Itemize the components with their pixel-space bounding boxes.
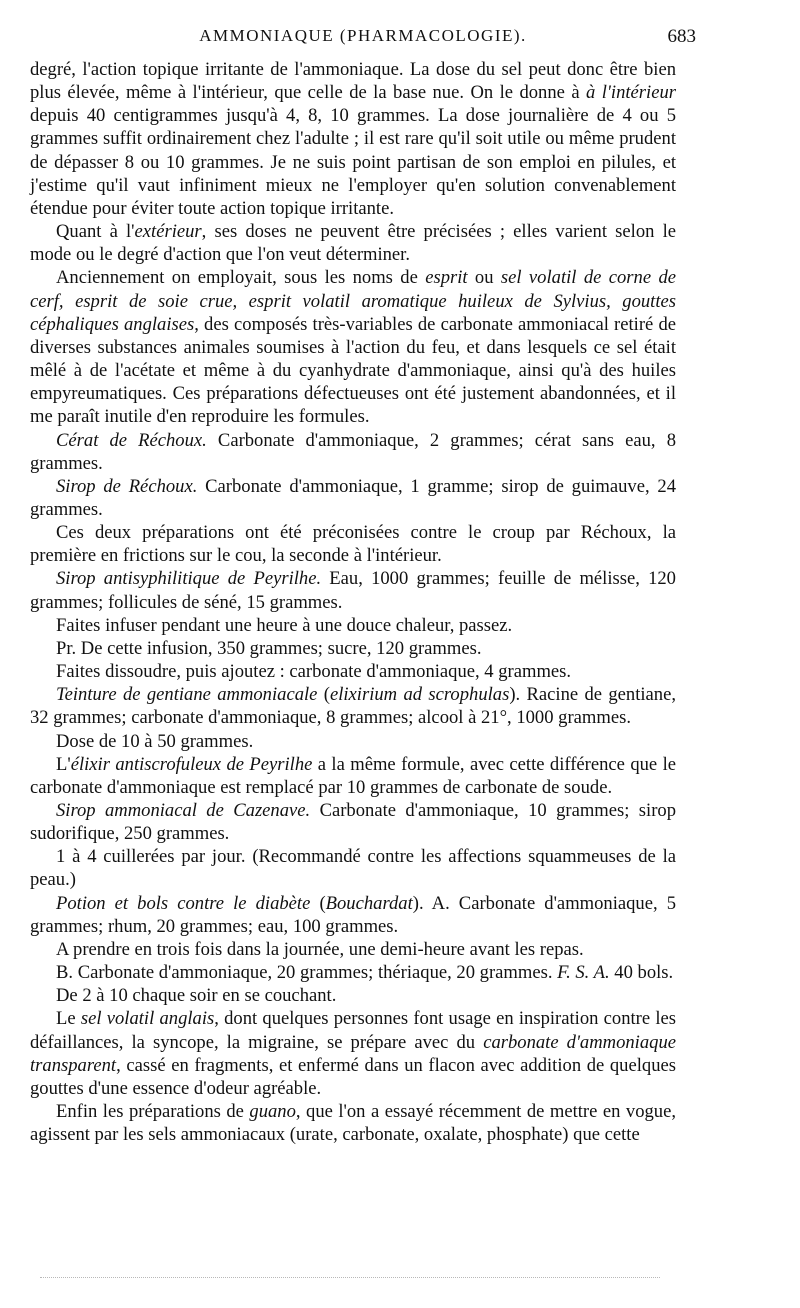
text-run: depuis 40 centigrammes jusqu'à 4, 8, 10 grammes. La dose journalière de 4 ou 5 grammes suffit ordinairement chez l'adulte ; il est rare qu'il soit utile ou même prudent de dépasser 8 ou 10 grammes. Je ne suis point partisan de son emploi en pilules, et j'estime qu'il vaut infiniment mieux ne l'employer qu'en solution convenablement étendue pour éviter toute action topique irritante. xyxy=(30,105,676,219)
text-run: Anciennement on employait, sous les noms de xyxy=(56,267,426,289)
text-run: Faites dissoudre, puis ajoutez : carbonate d'ammoniaque, 4 grammes. xyxy=(56,661,572,683)
italic-text: Potion et bols contre le diabète xyxy=(56,892,311,914)
text-run: 40 bols. xyxy=(609,962,674,984)
text-run: , dont quelques personnes font usage en inspiration contre les défaillances, la syncope, la migraine, se prépare avec du xyxy=(30,1008,676,1053)
text-run: Le xyxy=(56,1008,81,1030)
running-title: AMMONIAQUE (PHARMACOLOGIE). xyxy=(199,26,527,45)
paragraph-p12 xyxy=(30,730,676,753)
text-run: ( xyxy=(310,892,326,914)
text-run: , cassé en fragments, et enfermé dans un flacon avec addition de quelques gouttes d'une essence d'odeur agréable. xyxy=(30,1054,676,1099)
paragraph-p07 xyxy=(30,567,676,613)
text-run: , des composés très-variables de carbonate ammoniacal retiré de diverses substances animales soumises à l'action du feu, et dans lesquels ce sel était mêlé à de l'acétate et même à du cyanhydrate d'ammoniaque, ainsi qu'à des huiles empyreumatiques. Ces préparations défectueuses ont été justement abandonnées, et il me paraît inutile d'en reproduire les formules. xyxy=(30,313,677,428)
italic-text: guano xyxy=(249,1101,296,1123)
italic-text: extérieur xyxy=(134,221,202,243)
paragraph-p11 xyxy=(30,683,676,729)
text-run: De 2 à 10 chaque soir en se couchant. xyxy=(56,985,337,1007)
paragraph-p08 xyxy=(30,614,676,637)
text-run: L' xyxy=(56,753,71,775)
paragraph-p05 xyxy=(30,475,676,521)
text-run: ). A. Carbonate d'ammoniaque, 5 grammes; rhum, 20 grammes; eau, 100 grammes. xyxy=(30,892,676,937)
paragraph-p06 xyxy=(30,521,676,567)
text-run: a la même formule, avec cette différence que le carbonate d'ammoniaque est remplacé par 10 grammes de carbonate de soude. xyxy=(30,753,676,798)
text-run: Eau, 1000 grammes; feuille de mélisse, 120 grammes; follicules de séné, 15 grammes. xyxy=(30,568,676,613)
text-run: Ces deux préparations ont été préconisées contre le croup par Réchoux, la première en frictions sur le cou, la seconde à l'intérieur. xyxy=(30,522,676,567)
text-run: Carbonate d'ammoniaque, 10 grammes; sirop sudorifique, 250 grammes. xyxy=(30,800,676,845)
paragraph-p03 xyxy=(30,266,676,428)
paragraph-p09 xyxy=(30,637,676,660)
italic-text: Teinture de gentiane ammoniacale xyxy=(56,684,318,706)
paragraph-p21 xyxy=(30,1100,676,1146)
italic-text: sel volatil de corne de cerf, esprit de soie crue, esprit volatil aromatique huileux de Sylvius, gouttes céphaliques anglaises xyxy=(30,267,676,335)
paragraph-p10 xyxy=(30,660,676,683)
text-run: Pr. De cette infusion, 350 grammes; sucre, 120 grammes. xyxy=(56,637,482,659)
paragraph-p01 xyxy=(30,58,676,220)
paragraph-p19 xyxy=(30,984,676,1007)
text-run: , que l'on a essayé récemment de mettre en vogue, agissent par les sels ammoniacaux (urate, carbonate, oxalate, phosphate) que cette xyxy=(30,1101,676,1146)
text-run: Faites infuser pendant une heure à une douce chaleur, passez. xyxy=(56,614,513,636)
text-run: B. Carbonate d'ammoniaque, 20 grammes; thériaque, 20 grammes. xyxy=(56,962,558,984)
text-run: Dose de 10 à 50 grammes. xyxy=(56,730,254,752)
text-run: Enfin les préparations de xyxy=(56,1101,250,1123)
italic-text: Cérat de Réchoux. xyxy=(56,429,207,451)
text-run: Carbonate d'ammoniaque, 2 grammes; cérat sans eau, 8 grammes. xyxy=(30,429,676,474)
italic-text: Sirop ammoniacal de Cazenave. xyxy=(56,800,311,821)
footer-line xyxy=(40,1277,660,1278)
italic-text: esprit xyxy=(425,267,468,289)
paragraph-p14 xyxy=(30,799,676,845)
text-run: ou xyxy=(467,267,501,289)
text-run: Carbonate d'ammoniaque, 1 gramme; sirop de guimauve, 24 grammes. xyxy=(30,475,676,520)
text-run: ). Racine de gentiane, 32 grammes; carbonate d'ammoniaque, 8 grammes; alcool à 21°, 1000 grammes. xyxy=(30,684,676,729)
text-run: ( xyxy=(317,684,330,706)
text-run: degré, l'action topique irritante de l'ammoniaque. La dose du sel peut donc être bien plus élevée, même à l'intérieur, que celle de la base nue. On le donne à xyxy=(30,59,676,104)
paragraph-p15 xyxy=(30,845,676,891)
italic-text: Sirop antisyphilitique de Peyrilhe. xyxy=(56,568,322,590)
paragraph-p02 xyxy=(30,220,676,266)
italic-text: carbonate d'ammoniaque transparent xyxy=(30,1031,676,1076)
italic-text: élixir antiscrofuleux de Peyrilhe xyxy=(70,753,313,775)
running-header xyxy=(30,26,696,52)
text-run: Quant à l' xyxy=(56,221,135,243)
italic-text: sel volatil anglais xyxy=(80,1008,215,1030)
italic-text: elixirium ad scrophulas xyxy=(329,684,510,706)
paragraph-p16 xyxy=(30,892,676,938)
page-number: 683 xyxy=(667,26,696,47)
text-run: 1 à 4 cuillerées par jour. (Recommandé contre les affections squammeuses de la peau.) xyxy=(30,846,676,891)
text-run: , ses doses ne peuvent être précisées ; elles varient selon le mode ou le degré d'action que l'on veut déterminer. xyxy=(30,221,676,266)
paragraph-p17 xyxy=(30,938,676,961)
italic-text: F. S. A. xyxy=(557,962,610,984)
page-body xyxy=(30,58,676,1146)
italic-text: Sirop de Réchoux. xyxy=(56,475,198,497)
paragraph-p18 xyxy=(30,961,676,984)
paragraph-p04 xyxy=(30,429,676,475)
text-run: A prendre en trois fois dans la journée, une demi-heure avant les repas. xyxy=(56,938,584,960)
italic-text: à l'intérieur xyxy=(586,82,676,104)
paragraph-p20 xyxy=(30,1007,676,1100)
italic-text: Bouchardat xyxy=(325,892,413,914)
paragraph-p13 xyxy=(30,753,676,799)
